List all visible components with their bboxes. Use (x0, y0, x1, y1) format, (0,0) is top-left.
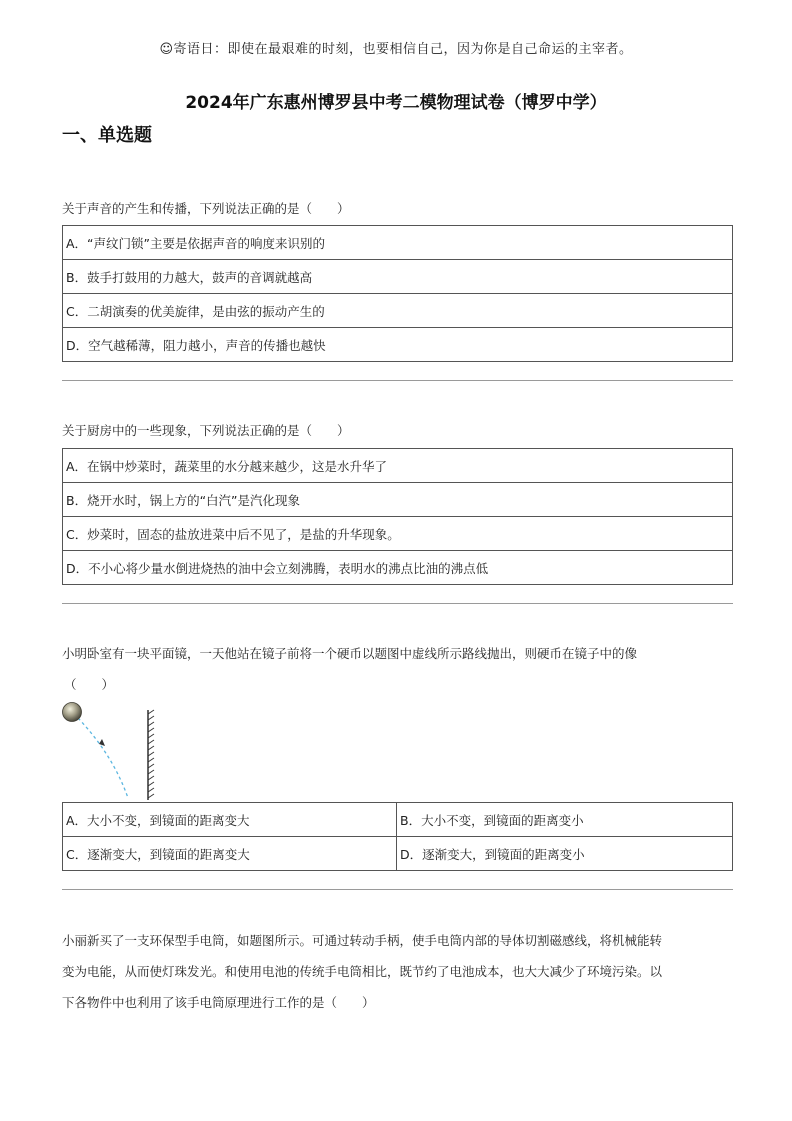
question-3-option-b[interactable]: B．大小不变，到镜面的距离变小 (397, 803, 733, 837)
question-4-stem (62, 925, 734, 1018)
question-1-options (62, 225, 733, 362)
question-4-line-1: 小丽新买了一支环保型手电筒，如题图所示。可通过转动手柄，使手电筒内部的导体切割磁感线，将机械能转 (62, 933, 663, 948)
divider (62, 889, 733, 890)
question-2-option-a[interactable]: A．在锅中炒菜时，蔬菜里的水分越来越少，这是水升华了 (63, 449, 733, 483)
question-2-option-c[interactable]: C．炒菜时，固态的盐放进菜中后不见了，是盐的升华现象。 (63, 517, 733, 551)
question-3-option-c[interactable]: C．逐渐变大，到镜面的距离变大 (63, 837, 397, 871)
divider (62, 603, 733, 604)
question-1-option-d[interactable]: D．空气越稀薄，阻力越小，声音的传播也越快 (63, 328, 733, 362)
question-2-option-d[interactable]: D．不小心将少量水倒进烧热的油中会立刻沸腾，表明水的沸点比油的沸点低 (63, 551, 733, 585)
question-1-option-c[interactable]: C．二胡演奏的优美旋律，是由弦的振动产生的 (63, 294, 733, 328)
path-arrow-icon (99, 739, 105, 746)
question-4-line-2: 变为电能，从而使灯珠发光。和使用电池的传统手电筒相比，既节约了电池成本，也大大减少了环境污染。以 (62, 964, 663, 979)
question-1-stem: 关于声音的产生和传播，下列说法正确的是（ ） (62, 201, 350, 216)
question-4-line-3: 下各物件中也利用了该手电筒原理进行工作的是（ ） (62, 995, 375, 1010)
page-title: 2024年广东惠州博罗县中考二模物理试卷（博罗中学） (185, 93, 607, 113)
section-heading: 一、单选题 (62, 125, 152, 146)
coin-icon (63, 703, 82, 722)
throw-path-line (78, 718, 128, 798)
header-motto: ☺寄语日：即使在最艰难的时刻，也要相信自己，因为你是自己命运的主宰者。 (159, 42, 633, 57)
question-3-options (62, 802, 733, 871)
mirror-hatching (148, 710, 154, 798)
question-2-stem: 关于厨房中的一些现象，下列说法正确的是（ ） (62, 423, 350, 438)
question-3-option-d[interactable]: D．逐渐变大，到镜面的距离变小 (397, 837, 733, 871)
question-2-options (62, 448, 733, 585)
question-2-option-b[interactable]: B．烧开水时，锅上方的“白汽”是汽化现象 (63, 483, 733, 517)
mirror-diagram (58, 700, 168, 802)
question-3-stem-cont: （ ） (64, 677, 115, 692)
question-1-option-b[interactable]: B．鼓手打鼓用的力越大，鼓声的音调就越高 (63, 260, 733, 294)
mirror-figure (58, 700, 168, 806)
question-3-stem: 小明卧室有一块平面镜，一天他站在镜子前将一个硬币以题图中虚线所示路线抛出，则硬币在镜子中的像 (62, 646, 638, 661)
question-1-option-a[interactable]: A．“声纹门锁”主要是依据声音的响度来识别的 (63, 226, 733, 260)
divider (62, 380, 733, 381)
question-3-option-a[interactable]: A．大小不变，到镜面的距离变大 (63, 803, 397, 837)
